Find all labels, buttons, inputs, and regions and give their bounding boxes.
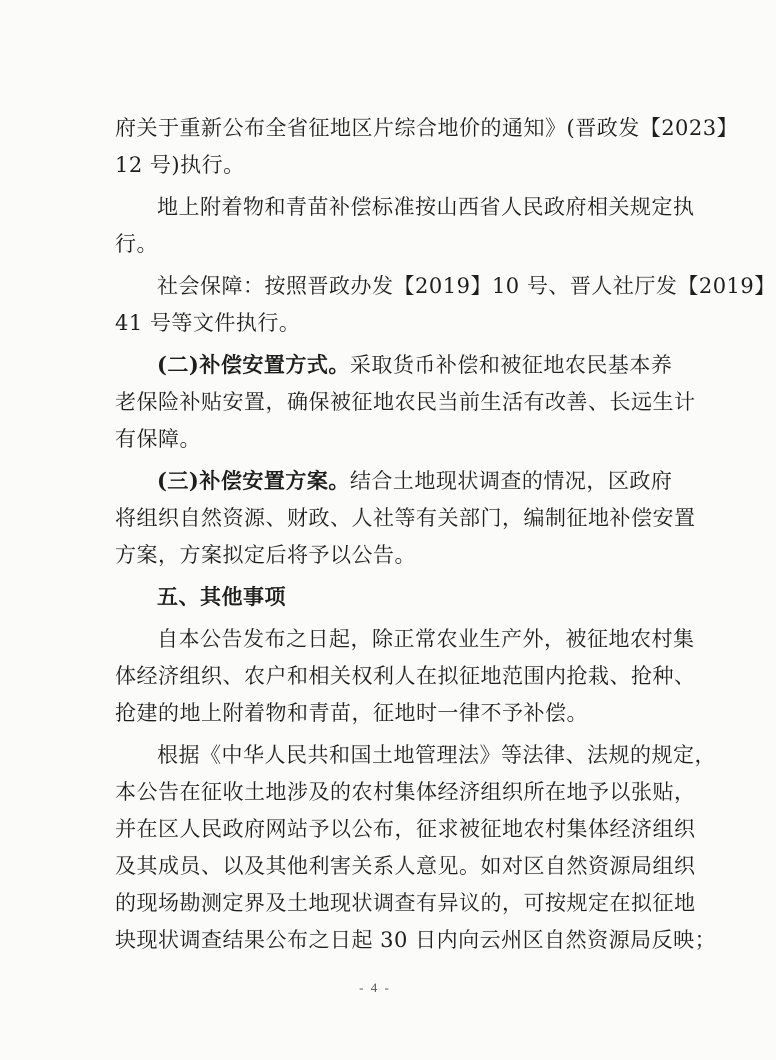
paragraph-line: 的现场勘测定界及土地现状调查有异议的，可按规定在拟征地 (115, 891, 696, 915)
paragraph-line: 41 号等文件执行。 (115, 311, 301, 335)
paragraph-line: 及其成员、以及其他利害关系人意见。如对区自然资源局组织 (115, 854, 696, 878)
paragraph-line: 老保险补贴安置，确保被征地农民当前生活有改善、长远生计 (115, 390, 696, 414)
paragraph-line: 本公告在征收土地涉及的农村集体经济组织所在地予以张贴， (115, 780, 696, 804)
paragraph-text: 结合土地现状调查的情况，区政府 (349, 469, 673, 493)
paragraph-line: 抢建的地上附着物和青苗，征地时一律不予补偿。 (115, 701, 588, 725)
paragraph-line: 方案，方案拟定后将予以公告。 (115, 543, 416, 567)
paragraph-line: 体经济组织、农户和相关权利人在拟征地范围内抢栽、抢种、 (115, 664, 696, 688)
paragraph-line: 行。 (115, 232, 158, 256)
paragraph-line: 有保障。 (115, 427, 201, 451)
paragraph-line: 块现状调查结果公布之日起 30 日内向云州区自然资源局反映； (115, 928, 717, 952)
paragraph-line (157, 466, 675, 496)
paragraph-text: 采取货币补偿和被征地农民基本养 (349, 353, 673, 377)
paragraph-line: 府关于重新公布全省征地区片综合地价的通知》(晋政发【2023】 (115, 116, 739, 140)
section-heading-compensation-method: (二)补偿安置方式。 (157, 352, 350, 377)
paragraph-line: 地上附着物和青苗补偿标准按山西省人民政府相关规定执 (157, 195, 695, 219)
paragraph-line: 自本公告发布之日起，除正常农业生产外，被征地农村集 (157, 627, 695, 651)
paragraph-line: 将组织自然资源、财政、人社等有关部门，编制征地补偿安置 (115, 506, 696, 530)
paragraph-line: 12 号)执行。 (115, 153, 245, 177)
section-heading-compensation-plan: (三)补偿安置方案。 (157, 468, 350, 493)
paragraph-line: 并在区人民政府网站予以公布，征求被征地农村集体经济组织 (115, 817, 696, 841)
paragraph-line: 社会保障：按照晋政办发【2019】10 号、晋人社厅发【2019】 (157, 274, 776, 298)
paragraph-line (157, 350, 675, 380)
paragraph-line: 根据《中华人民共和国土地管理法》等法律、法规的规定， (157, 743, 716, 767)
page-number: - 4 - (359, 980, 391, 995)
section-heading-other-matters: 五、其他事项 (157, 585, 286, 609)
